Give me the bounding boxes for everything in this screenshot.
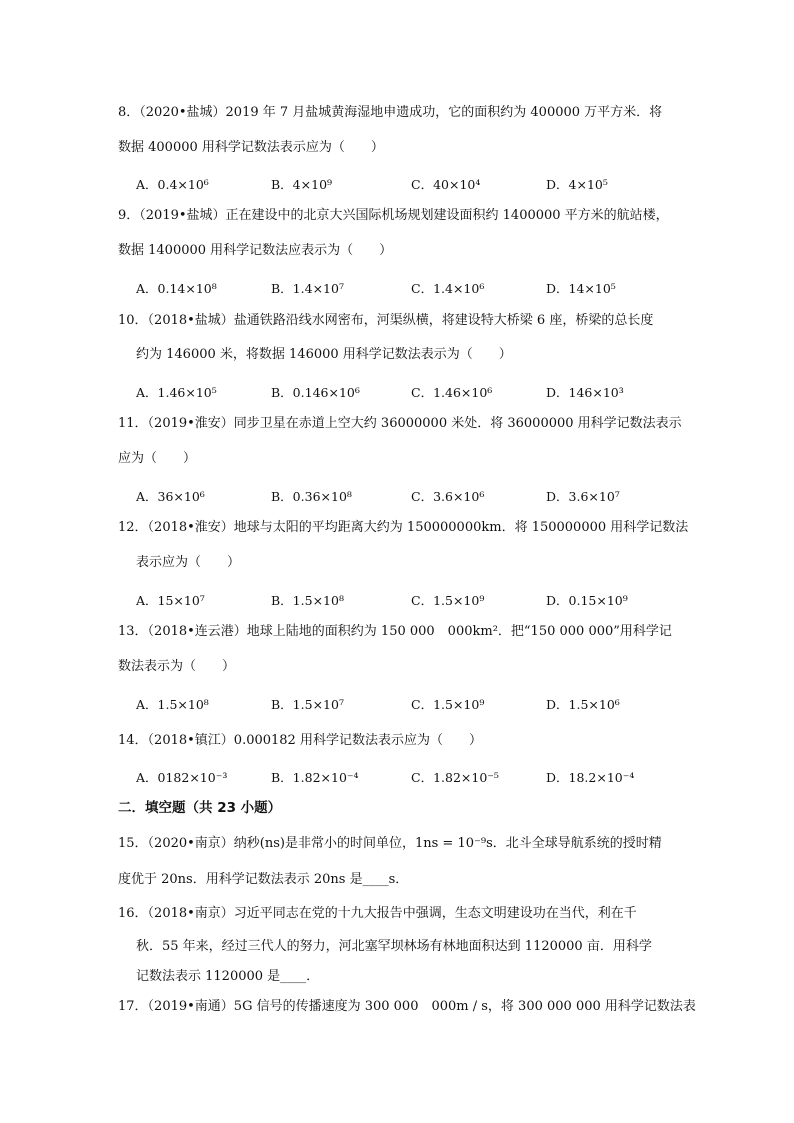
q9-option-c: C．1.4×10⁶ bbox=[411, 281, 485, 296]
q13-option-a: A．1.5×10⁸ bbox=[136, 697, 209, 712]
q10-option-c: C．1.46×10⁶ bbox=[411, 385, 493, 400]
q8-option-c: C．40×10⁴ bbox=[411, 177, 481, 192]
q14-option-b: B．1.82×10⁻⁴ bbox=[271, 770, 359, 785]
q10-option-b: B．0.146×10⁶ bbox=[271, 385, 360, 400]
q13-option-c: C．1.5×10⁹ bbox=[411, 697, 485, 712]
q8-option-b: B．4×10⁹ bbox=[271, 177, 333, 192]
q9-option-d: D．14×10⁵ bbox=[546, 281, 616, 296]
q8-line-1: 8．（2020•盐城）2019 年 7 月盐城黄海湿地申遗成功，它的面积约为 400000 万平方米．将 bbox=[118, 105, 663, 120]
q9-option-a: A．0.14×10⁸ bbox=[136, 281, 217, 296]
q13-line-1: 13．（2018•连云港）地球上陆地的面积约为 150 000 000km²．把“150 000 000”用科学记 bbox=[118, 624, 672, 639]
q15-line-1: 15．（2020•南京）纳秒(ns)是非常小的时间单位，1ns = 10⁻⁹s．北斗全球导航系统的授时精 bbox=[118, 836, 662, 851]
q16-line-1: 16．（2018•南京）习近平同志在党的十九大报告中强调，生态文明建设功在当代，利在千 bbox=[118, 906, 637, 921]
q8-option-a: A．0.4×10⁶ bbox=[136, 177, 209, 192]
q10-line-1: 10．（2018•盐城）盐通铁路沿线水网密布，河渠纵横，将建设特大桥梁 6 座，桥梁的总长度 bbox=[118, 313, 654, 328]
q13-line-2: 数法表示为（ ） bbox=[118, 659, 236, 674]
q11-line-1: 11．（2019•淮安）同步卫星在赤道上空大约 36000000 米处．将 36000000 用科学记数法表示 bbox=[118, 416, 682, 431]
q10-line-2: 约为 146000 米，将数据 146000 用科学记数法表示为（ ） bbox=[136, 347, 512, 362]
section-title: 二．填空题（共 23 小题） bbox=[118, 800, 282, 816]
q12-line-2: 表示应为（ ） bbox=[136, 555, 241, 570]
q12-option-c: C．1.5×10⁹ bbox=[411, 593, 485, 608]
q11-option-a: A．36×10⁶ bbox=[136, 489, 205, 504]
q12-option-b: B．1.5×10⁸ bbox=[271, 593, 344, 608]
q13-option-b: B．1.5×10⁷ bbox=[271, 697, 344, 712]
q14-option-d: D．18.2×10⁻⁴ bbox=[546, 770, 635, 785]
q12-option-d: D．0.15×10⁹ bbox=[546, 593, 628, 608]
q9-option-b: B．1.4×10⁷ bbox=[271, 281, 344, 296]
q12-options bbox=[136, 592, 696, 610]
q11-line-2: 应为（ ） bbox=[118, 451, 197, 466]
q14-options bbox=[136, 769, 696, 787]
q11-option-b: B．0.36×10⁸ bbox=[271, 489, 352, 504]
q14-option-a: A．0182×10⁻³ bbox=[136, 770, 228, 785]
q14-option-c: C．1.82×10⁻⁵ bbox=[411, 770, 499, 785]
q8-line-2: 数据 400000 用科学记数法表示应为（ ） bbox=[118, 140, 384, 155]
q8-options bbox=[136, 176, 696, 194]
q9-options bbox=[136, 280, 696, 298]
q14-line-1: 14．（2018•镇江）0.000182 用科学记数法表示应为（ ） bbox=[118, 733, 482, 748]
q11-option-d: D．3.6×10⁷ bbox=[546, 489, 620, 504]
q15-line-2: 度优于 20ns．用科学记数法表示 20ns 是____s． bbox=[118, 872, 409, 887]
q10-option-d: D．146×10³ bbox=[546, 385, 624, 400]
q16-line-3: 记数法表示 1120000 是____． bbox=[136, 969, 320, 984]
q13-option-d: D．1.5×10⁶ bbox=[546, 697, 620, 712]
q13-options bbox=[136, 696, 696, 714]
q17-line-1: 17．（2019•南通）5G 信号的传播速度为 300 000 000m / s，将 300 000 000 用科学记数法表 bbox=[118, 999, 696, 1014]
q11-option-c: C．3.6×10⁶ bbox=[411, 489, 485, 504]
q12-option-a: A．15×10⁷ bbox=[136, 593, 205, 608]
q10-options bbox=[136, 384, 696, 402]
q12-line-1: 12．（2018•淮安）地球与太阳的平均距离大约为 150000000km．将 150000000 用科学记数法 bbox=[118, 520, 689, 535]
q9-line-1: 9．（2019•盐城）正在建设中的北京大兴国际机场规划建设面积约 1400000 平方米的航站楼， bbox=[118, 208, 669, 223]
q10-option-a: A．1.46×10⁵ bbox=[136, 385, 217, 400]
q11-options bbox=[136, 488, 696, 506]
q16-line-2: 秋．55 年来，经过三代人的努力，河北塞罕坝林场有林地面积达到 1120000 亩．用科学 bbox=[136, 939, 652, 954]
q8-option-d: D．4×10⁵ bbox=[546, 177, 608, 192]
q9-line-2: 数据 1400000 用科学记数法应表示为（ ） bbox=[118, 243, 393, 258]
